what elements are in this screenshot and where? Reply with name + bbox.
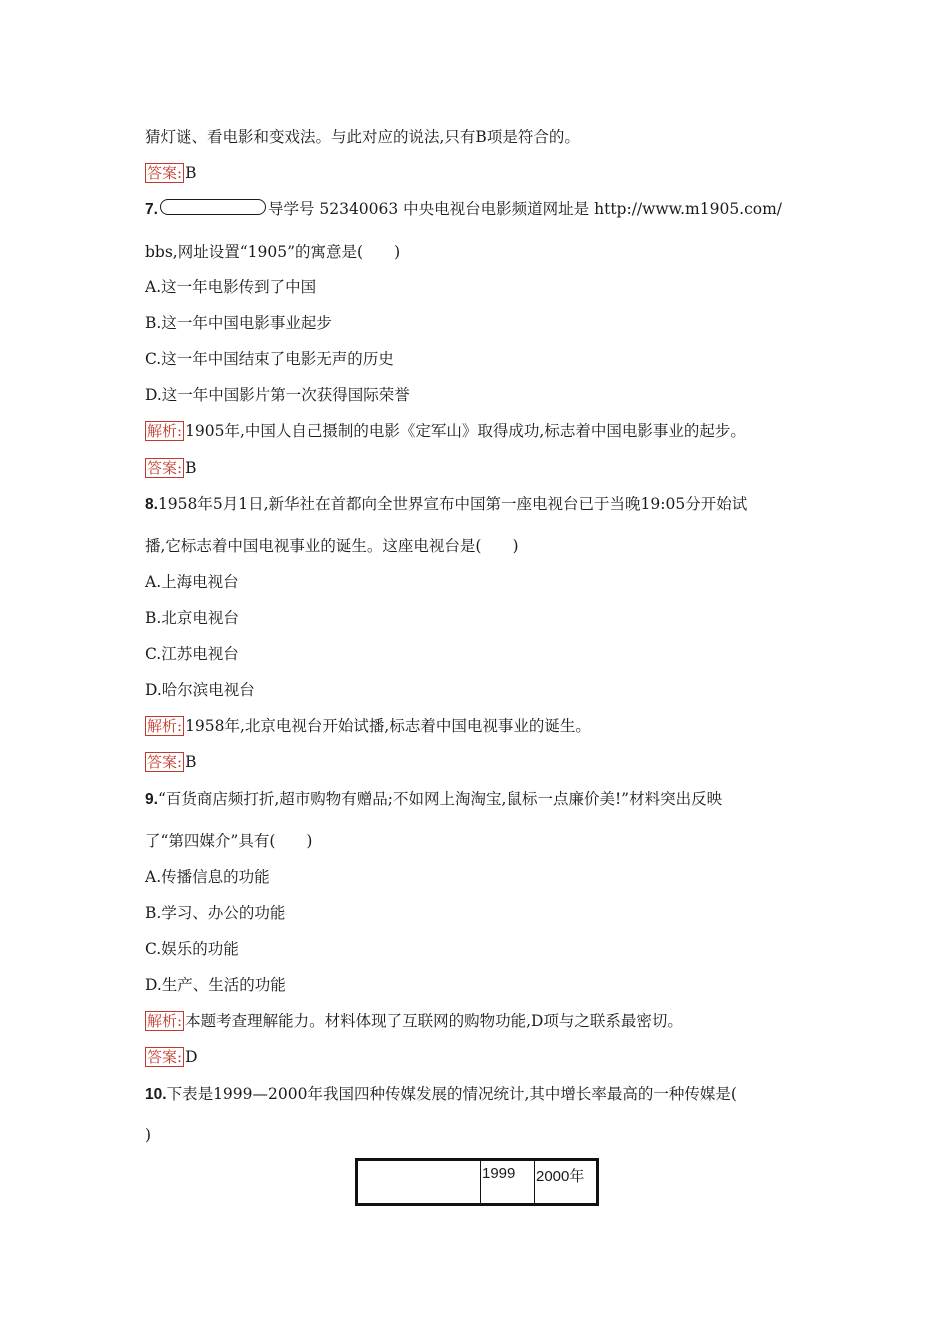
q7-stem-line2: bbs,网址设置“1905”的寓意是( ) — [145, 243, 401, 261]
q9-answer: 答案: D — [147, 1048, 198, 1066]
answer-label: 答案: — [147, 1048, 183, 1066]
q8-option-c: C.江苏电视台 — [145, 645, 239, 663]
analysis-label: 解析: — [147, 422, 183, 440]
q8-answer: 答案: B — [147, 753, 197, 771]
answer-label: 答案: — [147, 164, 183, 182]
q9-option-a: A.传播信息的功能 — [145, 868, 270, 886]
q7-option-c: C.这一年中国结束了电影无声的历史 — [145, 350, 394, 368]
q7-option-d: D.这一年中国影片第一次获得国际荣誉 — [145, 386, 410, 404]
q7-number: 7. — [145, 201, 158, 218]
guide-number-badge — [160, 199, 266, 215]
q8-stem-line1: 8.1958年5月1日,新华社在首都向全世界宣布中国第一座电视台已于当晚19:05分开始试 — [145, 495, 748, 513]
analysis-label: 解析: — [147, 1012, 183, 1030]
analysis-label: 解析: — [147, 717, 183, 735]
q10-stem-line1: 10.下表是1999—2000年我国四种传媒发展的情况统计,其中增长率最高的一种传媒是( — [145, 1085, 737, 1103]
table-header-row — [357, 1160, 598, 1205]
q7-answer: 答案: B — [147, 459, 197, 477]
q7-option-a: A.这一年电影传到了中国 — [145, 278, 317, 296]
q8-option-a: A.上海电视台 — [145, 573, 239, 591]
answer-value: B — [185, 164, 197, 182]
q8-stem-line2: 播,它标志着中国电视事业的诞生。这座电视台是( ) — [145, 537, 519, 555]
table-header-cell: 1999 — [481, 1160, 535, 1205]
q9-analysis: 解析: 本题考查理解能力。材料体现了互联网的购物功能,D项与之联系最密切。 — [147, 1012, 683, 1030]
q8-option-b: B.北京电视台 — [145, 609, 239, 627]
q7-analysis: 解析: 1905年,中国人自己摄制的电影《定军山》取得成功,标志着中国电影事业的起步。 — [147, 422, 746, 440]
q9-option-d: D.生产、生活的功能 — [145, 976, 286, 994]
q8-analysis: 解析: 1958年,北京电视台开始试播,标志着中国电视事业的诞生。 — [147, 717, 591, 735]
q10-number: 10. — [145, 1086, 167, 1103]
intro-tail: 猜灯谜、看电影和变戏法。与此对应的说法,只有B项是符合的。 — [145, 128, 580, 146]
q7-option-b: B.这一年中国电影事业起步 — [145, 314, 332, 332]
table-header-cell: 2000年 — [535, 1160, 598, 1205]
q9-stem-line2: 了“第四媒介”具有( ) — [145, 832, 313, 850]
q9-option-b: B.学习、办公的功能 — [145, 904, 286, 922]
answer-label: 答案: — [147, 753, 183, 771]
q7-stem-line1: 7. 导学号 52340063 中央电视台电影频道网址是 http://www.m1905.com/ — [145, 200, 783, 218]
q10-stem-line2: ) — [145, 1126, 152, 1144]
q9-option-c: C.娱乐的功能 — [145, 940, 239, 958]
q8-number: 8. — [145, 496, 158, 513]
q9-stem-line1: 9.“百货商店频打折,超市购物有赠品;不如网上淘淘宝,鼠标一点廉价美!”材料突出反映 — [145, 790, 723, 808]
media-stats-table — [355, 1158, 599, 1206]
answer-label: 答案: — [147, 459, 183, 477]
table-header-cell — [357, 1160, 481, 1205]
prev-answer — [145, 163, 196, 183]
q8-option-d: D.哈尔滨电视台 — [145, 681, 255, 699]
q9-number: 9. — [145, 791, 158, 808]
